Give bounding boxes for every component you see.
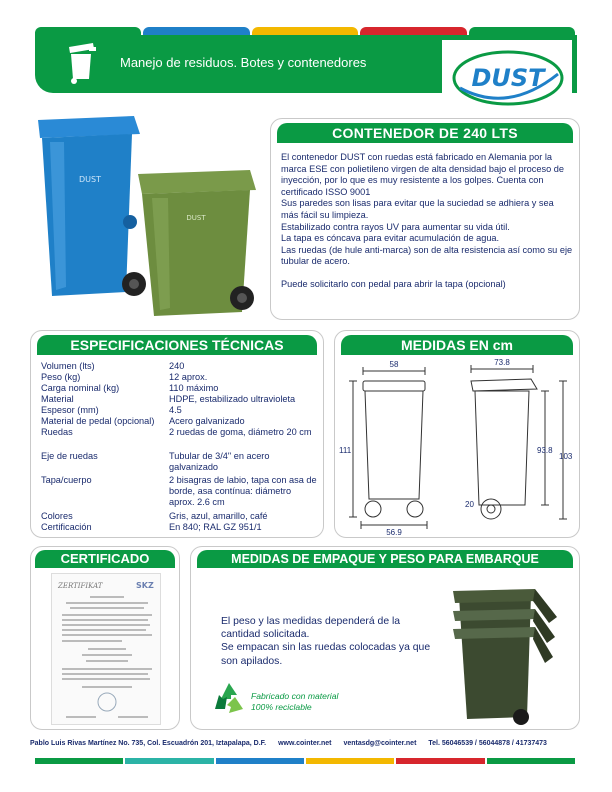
spec-label: Peso (kg) xyxy=(41,372,81,382)
specs-title: ESPECIFICACIONES TÉCNICAS xyxy=(37,335,317,355)
spec-label: Carga nominal (kg) xyxy=(41,383,120,393)
dim-height-front: 111 xyxy=(339,446,352,455)
header-title: Manejo de residuos. Botes y contenedores xyxy=(120,55,367,70)
certificate-document xyxy=(51,573,161,725)
recycle-line: Fabricado con material xyxy=(251,691,339,701)
certificate-title: CERTIFICADO xyxy=(35,550,175,568)
dim-wheel: 20 xyxy=(465,500,474,509)
spec-value: 240 xyxy=(169,361,185,371)
packing-line: El peso y las medidas dependerá de la cantidad solicitada. xyxy=(221,616,401,641)
green-bin-label: DUST xyxy=(186,214,206,222)
packing-line: Se empacan sin las ruedas colocadas ya que son apilados. xyxy=(221,642,431,667)
spec-value: 2 ruedas de goma, diámetro 20 cm xyxy=(169,427,312,437)
certificate-document-image xyxy=(52,574,162,726)
product-title: CONTENEDOR DE 240 LTS xyxy=(277,123,573,143)
spec-label: Certificación xyxy=(41,522,92,532)
spec-label: Material de pedal (opcional) xyxy=(41,416,155,426)
spec-row xyxy=(41,475,319,509)
spec-label: Eje de ruedas xyxy=(41,451,98,461)
spec-row xyxy=(41,372,319,383)
recycle-line: 100% reciclable xyxy=(251,702,312,712)
dimensions-title: MEDIDAS EN cm xyxy=(341,335,573,355)
description-paragraph: Sus paredes son lisas para evitar que la suciedad se adhiera y sea más fácil su limpieza. xyxy=(281,198,554,220)
spec-row xyxy=(41,383,319,394)
spec-value: HDPE, estabilizado ultravioleta xyxy=(169,394,296,404)
technical-specs-card xyxy=(30,330,324,538)
spec-row xyxy=(41,511,319,522)
product-description xyxy=(281,152,573,291)
dim-top-side: 73.8 xyxy=(494,359,510,367)
top-color-strip xyxy=(35,27,577,35)
spec-value: Tubular de 3/4" en acero galvanizado xyxy=(169,451,270,473)
certificate-card xyxy=(30,546,180,730)
dimensions-card xyxy=(334,330,580,538)
dim-bottom-front: 56.9 xyxy=(386,528,402,535)
dim-top-front: 58 xyxy=(389,360,399,369)
description-paragraph: Puede solicitarlo con pedal para abrir la tapa (opcional) xyxy=(281,278,506,289)
spec-row xyxy=(41,405,319,416)
packing-text xyxy=(221,615,441,668)
blue-bin-image xyxy=(38,116,146,296)
footer-contact xyxy=(30,740,582,747)
spec-row xyxy=(41,394,319,405)
dim-total-side: 103 xyxy=(559,452,573,461)
footer-web[interactable]: www.cointer.net xyxy=(278,740,332,747)
spec-value: Gris, azul, amarillo, café xyxy=(169,511,268,521)
spec-label: Espesor (mm) xyxy=(41,405,99,415)
spec-row xyxy=(41,451,319,473)
dim-body-side: 93.8 xyxy=(537,446,553,455)
description-paragraph: La tapa es cóncava para evitar acumulación de agua. xyxy=(281,233,500,244)
description-paragraph: El contenedor DUST con ruedas está fabricado en Alemania por la marca ESE con polietileno virgen de alta densidad bajo el proceso de inyección, por lo que es muy resistente a los golpes. Cuenta con certificado ISSO 9001 xyxy=(281,152,564,197)
footer-phone: Tel. 56046539 / 56044878 / 41737473 xyxy=(428,740,547,747)
description-paragraph: Las ruedas (de hule anti-marca) son de alta resistencia así como su eje tubular de acero. xyxy=(281,244,573,267)
spec-label: Colores xyxy=(41,511,73,521)
dust-logo xyxy=(450,44,566,110)
packing-title: MEDIDAS DE EMPAQUE Y PESO PARA EMBARQUE xyxy=(197,550,573,568)
footer-email[interactable]: ventasdg@cointer.net xyxy=(343,740,417,747)
spec-label: Ruedas xyxy=(41,427,73,437)
spec-row xyxy=(41,361,319,372)
spec-value: 4.5 xyxy=(169,405,182,415)
spec-row xyxy=(41,416,319,427)
dimensions-diagram xyxy=(339,359,577,535)
spec-value: 2 bisagras de labio, tapa con asa de borde, asa contínua: diámetro aprox. 2.6 cm xyxy=(169,475,317,508)
logo-text: DUST xyxy=(471,64,545,92)
product-description-card xyxy=(270,118,580,320)
spec-value: 110 máximo xyxy=(169,383,219,393)
packing-card xyxy=(190,546,580,730)
logo-area xyxy=(442,40,572,118)
spec-value: En 840; RAL GZ 951/1 xyxy=(169,522,262,532)
bottom-color-strip xyxy=(35,758,577,764)
spec-label: Material xyxy=(41,394,74,404)
spec-label: Tapa/cuerpo xyxy=(41,475,92,485)
stacked-bins-image xyxy=(439,577,569,727)
spec-row xyxy=(41,427,319,438)
spec-value: Acero galvanizado xyxy=(169,416,245,426)
product-image xyxy=(30,102,270,322)
spec-value: 12 aprox. xyxy=(169,372,208,382)
spec-row xyxy=(41,522,319,533)
footer-address: Pablo Luis Rivas Martínez No. 735, Col. Escuadrón 201, Iztapalapa, D.F. xyxy=(30,740,267,747)
blue-bin-label: DUST xyxy=(79,175,101,184)
recycle-text xyxy=(251,691,338,713)
certificate-brand-right: SKZ xyxy=(136,581,154,590)
recycle-icon xyxy=(209,679,249,719)
spec-label: Volumen (lts) xyxy=(41,361,95,371)
certificate-brand-left: ZERTIFIKAT xyxy=(58,582,103,590)
green-bin-image xyxy=(138,170,256,316)
description-paragraph: Estabilizado contra rayos UV para aumentar su vida útil. xyxy=(281,221,510,232)
trash-bin-icon xyxy=(63,41,99,85)
